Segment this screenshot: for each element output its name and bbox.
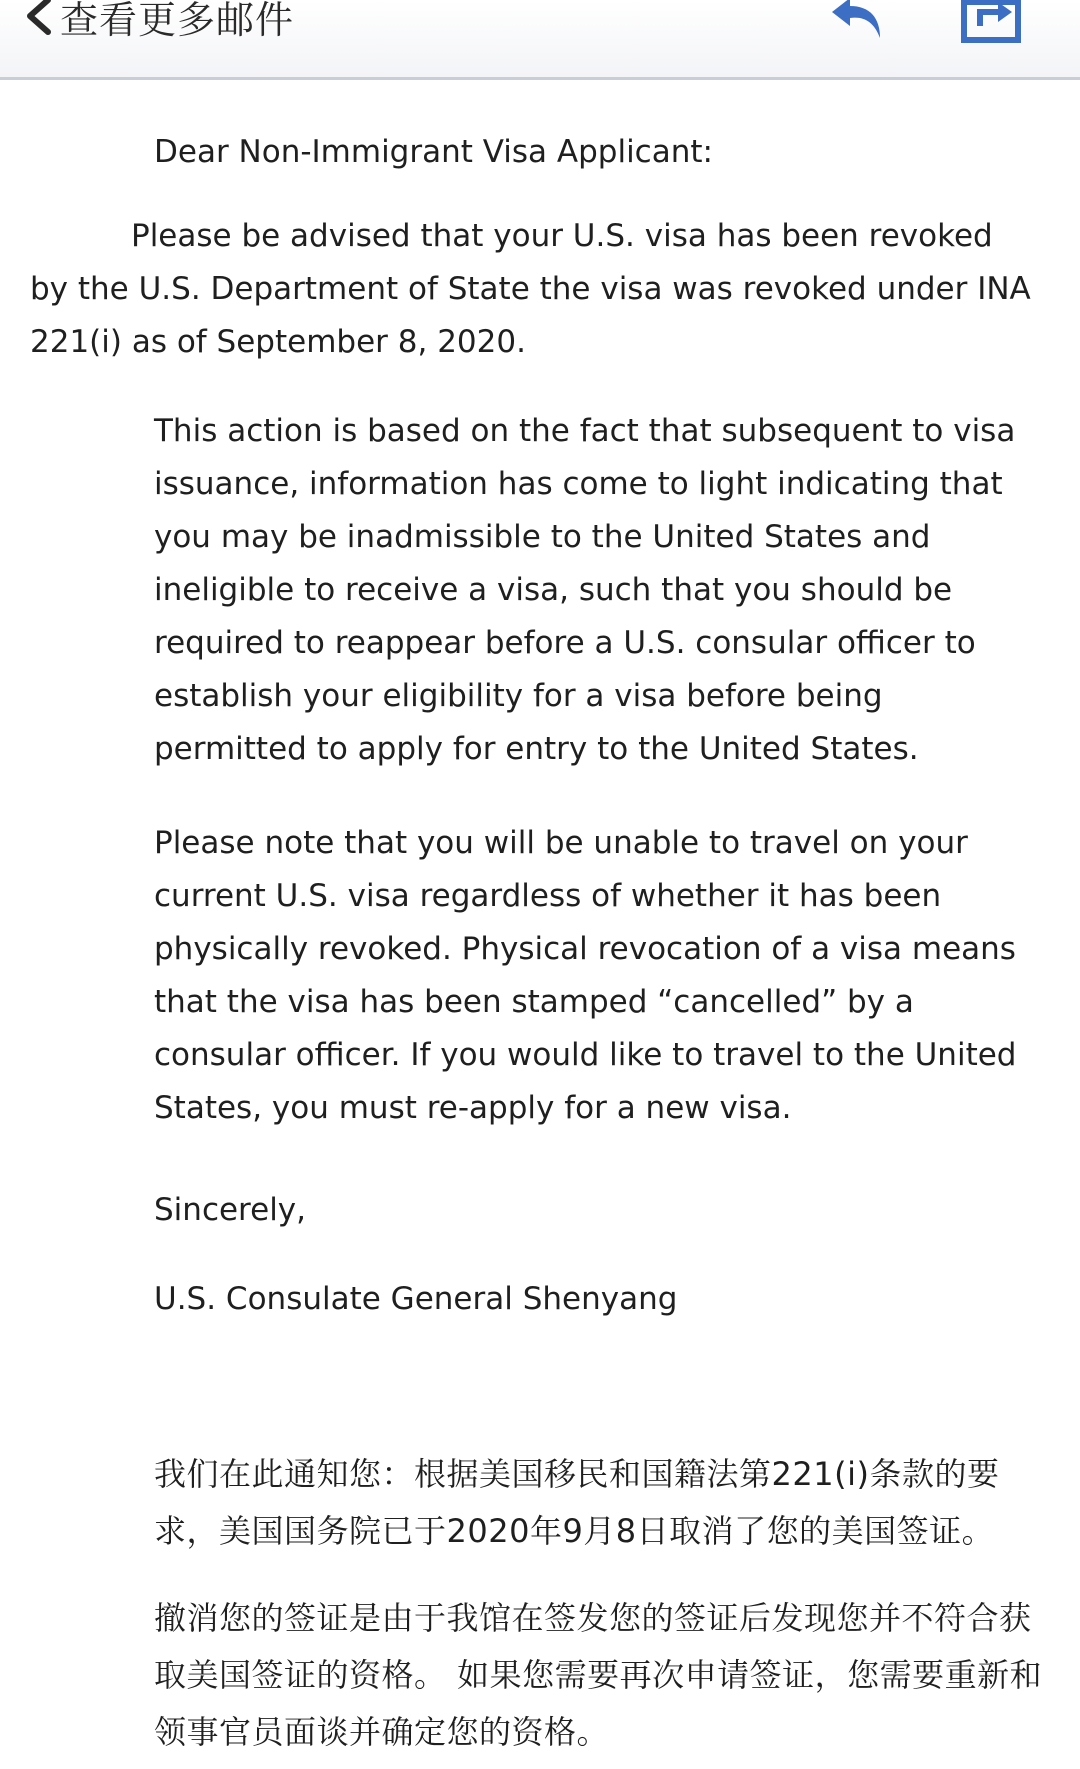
basis-paragraph: This action is based on the fact that subsequent to visa issuance, information has come to light indicating that you may be inadmissible to the United States and ineligible to receive a visa, such that you should be required to reappear before a U.S. consular officer to establish your eligibility for a visa before being permitted to apply for entry to the United States. — [154, 413, 1016, 767]
mail-header-bar — [0, 0, 1080, 80]
greeting: Dear Non-Immigrant Visa Applicant: — [154, 134, 713, 170]
revocation-notice-paragraph: Please be advised that your U.S. visa has been revoked by the U.S. Department of State the visa was revoked under INA 221(i) as of September 8, 2020. — [30, 218, 1031, 360]
signature: U.S. Consulate General Shenyang — [154, 1281, 678, 1317]
chinese-reason-paragraph: 撤消您的签证是由于我馆在签发您的签证后发现您并不符合获取美国签证的资格。 如果您需要再次申请签证，您需要重新和领事官员面谈并确定您的资格。 — [154, 1599, 1043, 1751]
share-icon[interactable] — [958, 0, 1024, 44]
reply-icon[interactable] — [826, 0, 888, 42]
closing: Sincerely, — [154, 1192, 307, 1228]
travel-note-paragraph: Please note that you will be unable to travel on your current U.S. visa regardless of whether it has been physically revoked. Physical revocation of a visa means that the visa has been stamped “cancelled” by a consular officer. If you would like to travel to the United States, you must re-apply for a new visa. — [154, 825, 1017, 1126]
chinese-notice-paragraph: 我们在此通知您：根据美国移民和国籍法第221(i)条款的要求，美国国务院已于2020年9月8日取消了您的美国签证。 — [154, 1455, 1000, 1550]
chevron-left-icon — [22, 0, 58, 36]
back-label: 查看更多邮件 — [60, 0, 295, 42]
back-button[interactable] — [22, 0, 294, 46]
